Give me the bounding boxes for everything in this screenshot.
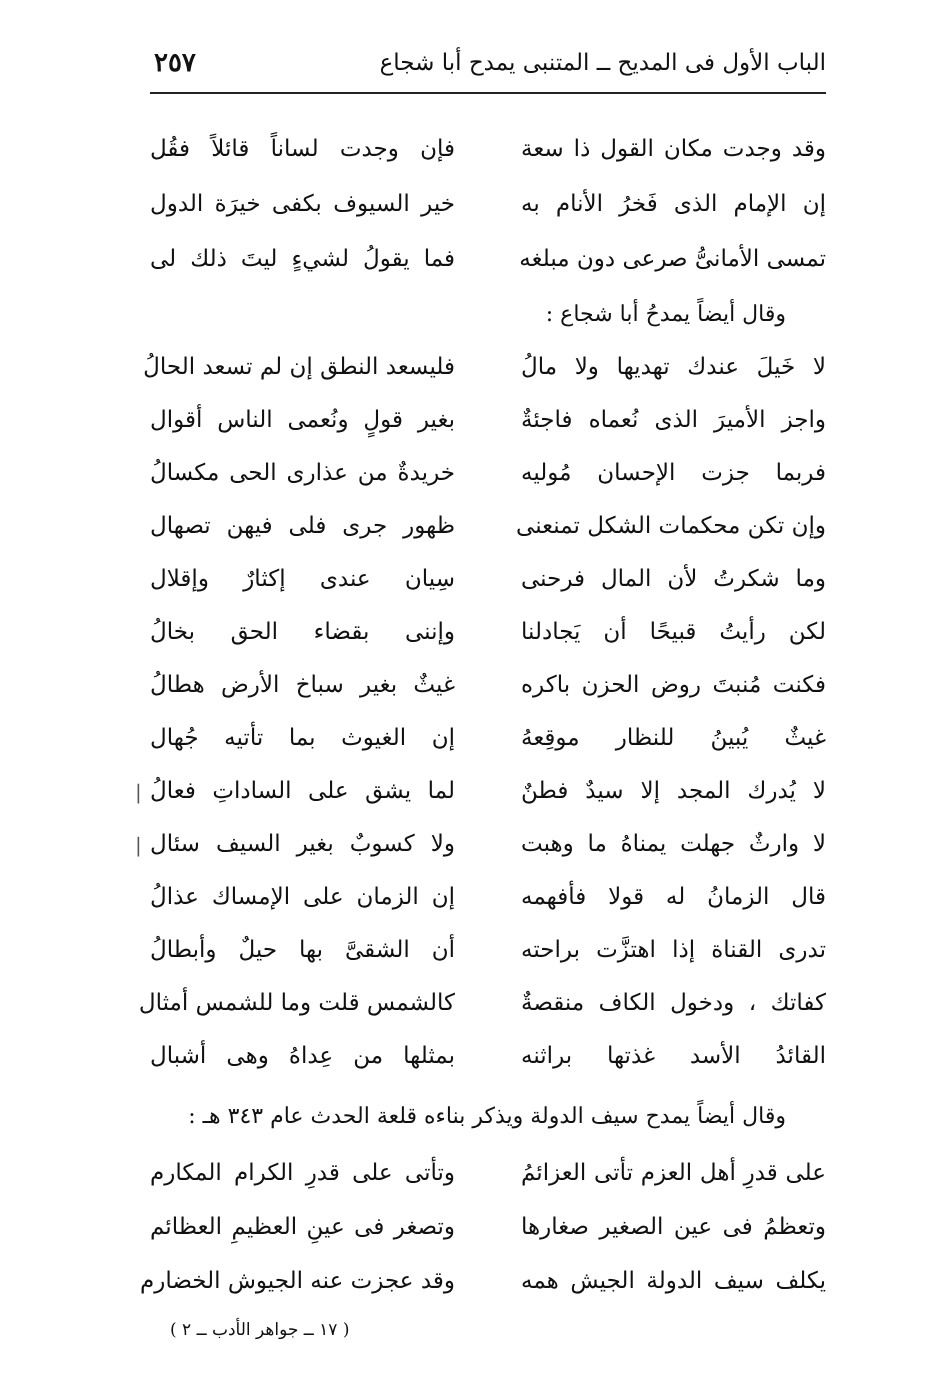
hemistich-left: وتصغر فى عينِ العظيمِ العظائم (150, 1214, 455, 1240)
hemistich-right: واجز الأميرَ الذى نُعماه فاجئةٌ (521, 407, 826, 433)
hemistich-right: وتعظمُ فى عين الصغير صغارها (521, 1214, 826, 1240)
verse-line (150, 558, 826, 610)
hemistich-left: كالشمس قلت وما للشمس أمثال (138, 990, 455, 1016)
hemistich-right: على قدرِ أهل العزم تأتى العزائمُ (521, 1160, 826, 1186)
poem-intro (150, 1098, 826, 1144)
hemistich-left: وإننى بقضاء الحق بخالُ (150, 619, 455, 645)
hemistich-left: غيثٌ بغير سباخ الأرض هطالُ (150, 672, 455, 698)
verse-line (143, 346, 826, 398)
verse-line (150, 128, 826, 180)
verse-line (150, 770, 826, 822)
hemistich-left: ظهور جرى فلى فيهن تصهال (150, 513, 455, 539)
hemistich-left: إن الغيوث بما تأتيه جُهال (150, 725, 455, 751)
hemistich-left: فإن وجدت لساناً قائلاً فقُل (150, 136, 455, 162)
verse-line (150, 452, 826, 504)
running-title: الباب الأول فى المديح ــ المتنبى يمدح أبا شجاع (379, 50, 826, 76)
verse-line (150, 823, 826, 875)
verse-line (150, 611, 826, 663)
hemistich-left: فليسعد النطق إن لم تسعد الحالُ (143, 354, 455, 380)
verse-line (150, 399, 826, 451)
verse-line (150, 1206, 826, 1258)
verse-line (150, 183, 826, 235)
verse-line (150, 717, 826, 769)
hemistich-right: غيثٌ يُبينُ للنظار موقِعهُ (521, 725, 826, 751)
page-number: ٢٥٧ (154, 48, 196, 78)
hemistich-left: بغير قولٍ ونُعمى الناس أقوال (150, 407, 455, 433)
verse-line (138, 982, 826, 1034)
margin-mark: | (135, 833, 142, 857)
hemistich-left: لما يشق على الساداتِ فعالُ (150, 778, 455, 804)
poem-intro-text: وقال أيضاً يمدحُ أبا شجاع : (545, 302, 786, 327)
hemistich-right: يكلف سيف الدولة الجيش همه (521, 1268, 826, 1294)
hemistich-right: لا خَيلَ عندك تهديها ولا مالُ (521, 354, 826, 380)
hemistich-right: وقد وجدت مكان القول ذا سعة (521, 136, 826, 162)
hemistich-right: تمسى الأمانىُّ صرعى دون مبلغه (519, 246, 826, 272)
hemistich-left: فما يقولُ لشيءٍ ليتَ ذلك لى (150, 246, 455, 272)
hemistich-right: إن الإمام الذى فَخرُ الأنام به (521, 191, 826, 217)
verse-line (150, 664, 826, 716)
margin-mark: | (135, 780, 142, 804)
hemistich-left: أن الشقىَّ بها حيلٌ وأبطالُ (150, 937, 455, 963)
verse-line (150, 929, 826, 981)
hemistich-right: تدرى القناة إذا اهتزَّت براحته (521, 937, 826, 963)
hemistich-left: وتأتى على قدرِ الكرام المكارم (150, 1160, 455, 1186)
hemistich-right: لكن رأيتُ قبيحًا أن يَجادلنا (521, 619, 826, 645)
hemistich-left: بمثلها من عِداهُ وهى أشبال (150, 1043, 455, 1069)
hemistich-left: خريدةٌ من عذارى الحى مكسالُ (150, 460, 455, 486)
verse-line (139, 1260, 826, 1312)
hemistich-right: فكنت مُنبتَ روض الحزن باكره (521, 672, 826, 698)
poem-intro-text: وقال أيضاً يمدح سيف الدولة ويذكر بناءه قلعة الحدث عام ٣٤٣ هـ : (188, 1104, 786, 1129)
hemistich-left: ولا كسوبٌ بغير السيف سئال (150, 831, 455, 857)
hemistich-left: إن الزمان على الإمساك عذالُ (150, 884, 455, 910)
hemistich-right: وإن تكن محكمات الشكل تمنعنى (516, 513, 826, 539)
hemistich-right: القائدُ الأسد غذتها براثنه (521, 1043, 826, 1069)
hemistich-left: سِيان عندى إكثارٌ وإقلال (150, 566, 455, 592)
poem-intro (150, 296, 826, 342)
verse-line (150, 876, 826, 928)
hemistich-right: لا يُدرك المجد إلا سيدٌ فطنٌ (521, 778, 826, 804)
verse-line (150, 238, 826, 290)
verse-line (150, 505, 826, 557)
hemistich-right: لا وارثٌ جهلت يمناهُ ما وهبت (521, 831, 826, 857)
page-footer: ( ١٧ ــ جواهر الأدب ــ ٢ ) (170, 1320, 350, 1340)
page-header (150, 44, 826, 94)
verse-line (150, 1035, 826, 1087)
hemistich-right: كفاتك ، ودخول الكاف منقصةٌ (521, 990, 826, 1016)
verse-line (150, 1152, 826, 1204)
hemistich-right: وما شكرتُ لأن المال فرحنى (521, 566, 826, 592)
hemistich-left: وقد عجزت عنه الجيوش الخضارم (139, 1268, 455, 1294)
hemistich-right: فربما جزت الإحسان مُوليه (521, 460, 826, 486)
hemistich-left: خير السيوف بكفى خيرَة الدول (150, 191, 455, 217)
hemistich-right: قال الزمانُ له قولا فأفهمه (521, 884, 826, 910)
